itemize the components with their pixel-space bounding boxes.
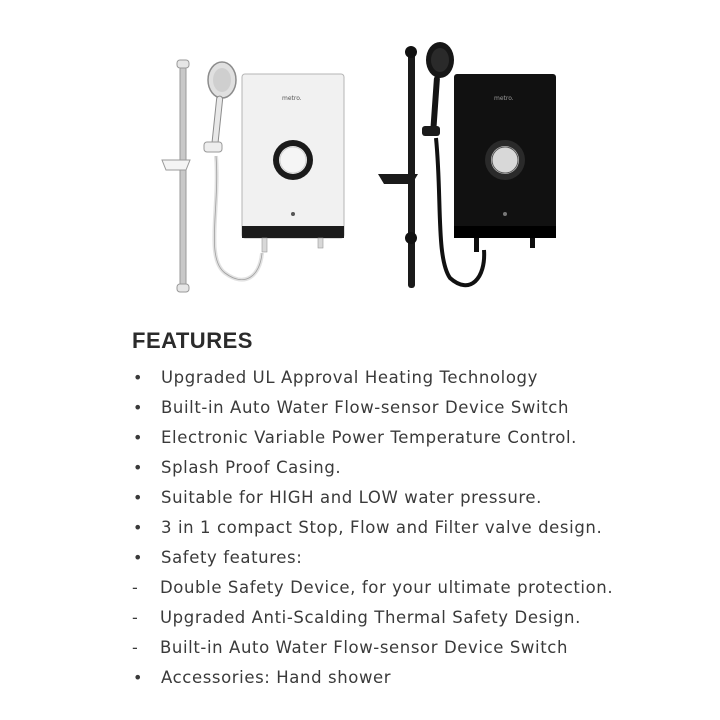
white-brand-label: metro. [282,95,302,102]
black-brand-label: metro. [494,95,514,102]
bullet-marker: • [133,547,144,567]
feature-text: Upgraded UL Approval Heating Technology [161,367,538,387]
water-heater-illustration [150,38,590,298]
bullet-marker: • [133,457,144,477]
bullet-marker: • [133,667,144,687]
features-list [132,362,692,692]
feature-text: Safety features: [161,547,303,567]
list-item [132,632,692,662]
bullet-marker: • [133,397,144,417]
feature-text: Splash Proof Casing. [161,457,342,477]
white-water-heater-image [162,60,344,292]
product-images [150,38,590,298]
black-water-heater-image [378,42,556,288]
list-item [132,542,692,572]
list-item [132,662,692,692]
bullet-marker: • [133,487,144,507]
list-item [132,572,692,602]
dash-marker: - [132,577,139,597]
feature-text: Suitable for HIGH and LOW water pressure. [161,487,543,507]
list-item [132,422,692,452]
list-item [132,362,692,392]
features-section [132,326,692,692]
feature-text: Double Safety Device, for your ultimate protection. [160,577,614,597]
feature-text: Upgraded Anti-Scalding Thermal Safety Design. [160,607,581,627]
list-item [132,482,692,512]
feature-text: Built-in Auto Water Flow-sensor Device Switch [161,397,569,417]
feature-text: Built-in Auto Water Flow-sensor Device Switch [160,637,568,657]
feature-text: 3 in 1 compact Stop, Flow and Filter valve design. [161,517,603,537]
list-item [132,452,692,482]
bullet-marker: • [133,427,144,447]
feature-text: Electronic Variable Power Temperature Control. [161,427,578,447]
bullet-marker: • [133,367,144,387]
feature-text: Accessories: Hand shower [161,667,392,687]
list-item [132,602,692,632]
list-item [132,512,692,542]
dash-marker: - [132,607,139,627]
bullet-marker: • [133,517,144,537]
list-item [132,392,692,422]
features-title: FEATURES [132,328,253,353]
dash-marker: - [132,637,139,657]
